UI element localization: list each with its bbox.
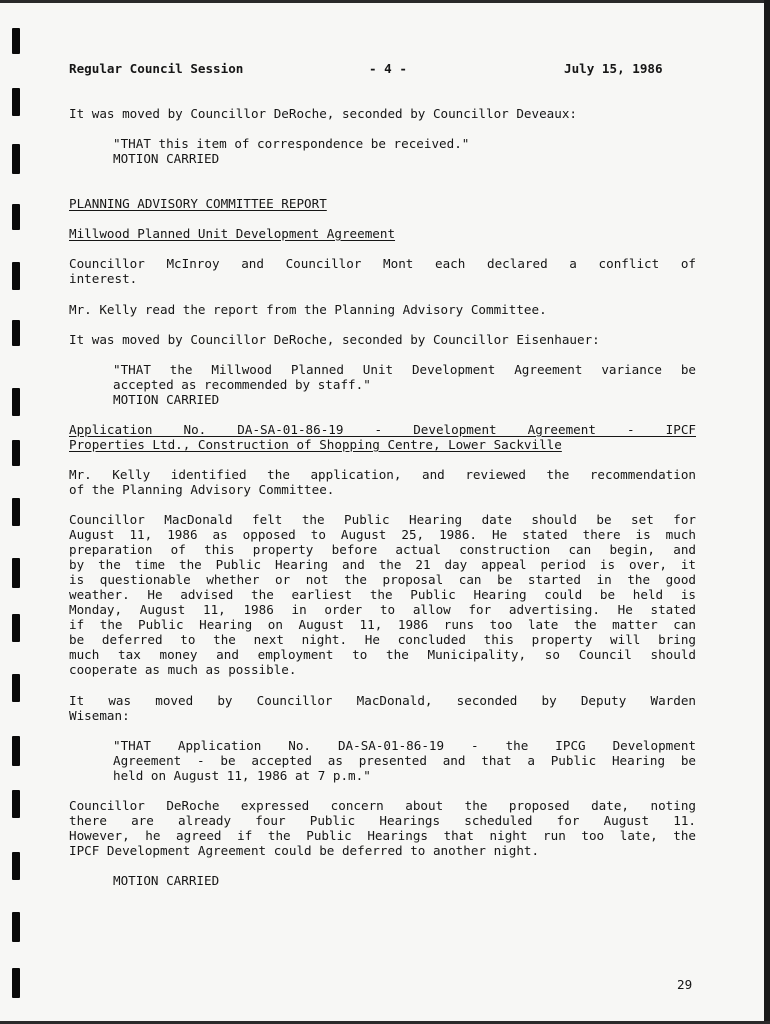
binder-mark [12, 388, 20, 416]
header-date: July 15, 1986 [564, 61, 663, 76]
text-line: It was moved by Councillor MacDonald, seconded by Deputy Warden [69, 693, 696, 708]
binder-mark [12, 736, 20, 766]
paragraph-identified [69, 467, 696, 497]
text-line: Councillor McInroy and Councillor Mont each declared a conflict of [69, 256, 696, 271]
motion-result-2: MOTION CARRIED [113, 392, 220, 407]
binder-mark [12, 558, 20, 588]
binder-mark [12, 262, 20, 290]
text-line: accepted as recommended by staff." [113, 377, 371, 392]
binder-mark [12, 88, 20, 116]
scan-edge-right [764, 0, 770, 1024]
binder-mark [12, 28, 20, 54]
binder-mark [12, 790, 20, 818]
scan-edge-top [0, 0, 770, 3]
text-line: if the Public Hearing on August 11, 1986 runs too late the matter can [69, 617, 696, 632]
binder-mark [12, 968, 20, 998]
binder-mark [12, 320, 20, 346]
binder-mark [12, 144, 20, 174]
text-line: Mr. Kelly identified the application, and reviewed the recommendation [69, 467, 696, 482]
text-line: by the time the Public Hearing and the 21 day appeal period is over, it [69, 557, 696, 572]
header-page-marker: - 4 - [369, 61, 407, 76]
text-line: weather. He advised the earliest the Public Hearing could be held is [69, 587, 696, 602]
text-line: "THAT the Millwood Planned Unit Development Agreement variance be [113, 362, 696, 377]
motion-result-3: MOTION CARRIED [113, 873, 220, 888]
text-line: Monday, August 11, 1986 in order to allow for advertising. He stated [69, 602, 696, 617]
text-line: there are already four Public Hearings scheduled for August 11. [69, 813, 696, 828]
text-line: Councillor MacDonald felt the Public Hearing date should be set for [69, 512, 696, 527]
binder-mark [12, 440, 20, 466]
paragraph-report-read: Mr. Kelly read the report from the Planning Advisory Committee. [69, 302, 547, 317]
binder-mark [12, 674, 20, 702]
motion-quote-2 [113, 362, 696, 392]
binder-mark [12, 614, 20, 642]
text-line: Properties Ltd., Construction of Shopping Centre, Lower Sackville [69, 437, 562, 452]
text-line: However, he agreed if the Public Hearings that night run too late, the [69, 828, 696, 843]
page-number: 29 [677, 977, 693, 992]
paragraph-deroche-concern [69, 798, 696, 858]
text-line: Councillor DeRoche expressed concern about the proposed date, noting [69, 798, 696, 813]
header-title: Regular Council Session [69, 61, 244, 76]
binder-mark [12, 852, 20, 880]
paragraph-motion-1: It was moved by Councillor DeRoche, seconded by Councillor Deveaux: [69, 106, 577, 121]
binder-mark [12, 912, 20, 942]
text-line: "THAT Application No. DA-SA-01-86-19 - the IPCG Development [113, 738, 696, 753]
paragraph-conflict [69, 256, 696, 286]
motion-result-1: MOTION CARRIED [113, 151, 220, 166]
motion-quote-1: "THAT this item of correspondence be received." [113, 136, 470, 151]
text-line: cooperate as much as possible. [69, 662, 297, 677]
text-line: is questionable whether or not the proposal can be started in the good [69, 572, 696, 587]
text-line: much tax money and employment to the Municipality, so Council should [69, 647, 696, 662]
text-line: Agreement - be accepted as presented and that a Public Hearing be [113, 753, 696, 768]
text-line: August 11, 1986 as opposed to August 25, 1986. He stated there is much [69, 527, 696, 542]
text-line: IPCF Development Agreement could be deferred to another night. [69, 843, 540, 858]
paragraph-motion-3 [69, 693, 696, 723]
subsection-heading-millwood: Millwood Planned Unit Development Agreement [69, 226, 396, 241]
text-line: of the Planning Advisory Committee. [69, 482, 335, 497]
text-line: interest. [69, 271, 138, 286]
motion-quote-3 [113, 738, 696, 783]
text-line: Application No. DA-SA-01-86-19 - Development Agreement - IPCF [69, 422, 696, 437]
section-heading: PLANNING ADVISORY COMMITTEE REPORT [69, 196, 327, 211]
text-line: preparation of this property before actual construction can begin, and [69, 542, 696, 557]
text-line: be deferred to the next night. He concluded this property will bring [69, 632, 696, 647]
paragraph-motion-2: It was moved by Councillor DeRoche, seconded by Councillor Eisenhauer: [69, 332, 600, 347]
binder-mark [12, 204, 20, 230]
subsection-heading-application [69, 422, 696, 452]
text-line: Wiseman: [69, 708, 130, 723]
text-line: held on August 11, 1986 at 7 p.m." [113, 768, 371, 783]
binder-mark [12, 498, 20, 526]
paragraph-macdonald [69, 512, 696, 677]
